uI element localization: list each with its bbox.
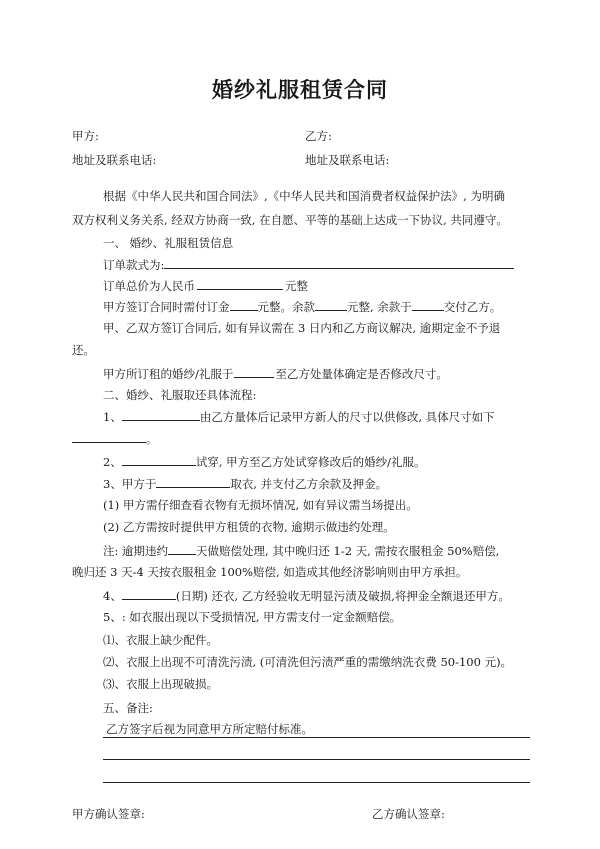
step-1-row xyxy=(103,408,495,425)
balance-label: 元整。余款 xyxy=(257,300,315,314)
step-3-row xyxy=(103,475,387,492)
deposit-row xyxy=(103,298,501,315)
remark-line-2 xyxy=(103,759,530,760)
balance-blank xyxy=(315,298,347,311)
intro-line-2: 双方权利义务关系, 经双方协商一致, 在自愿、平等的基础上达成一下协议, 共同遵守。 xyxy=(72,213,508,227)
order-style-blank xyxy=(164,256,514,269)
step-4-row xyxy=(103,587,510,604)
note-label: 注: 逾期违约 xyxy=(103,544,169,558)
party-b-signature-label: 乙方确认签章: xyxy=(372,807,445,821)
size-end: 。 xyxy=(146,432,158,446)
order-price-row xyxy=(103,277,308,294)
remark-line-1 xyxy=(103,737,530,738)
check-1: (1) 甲方需仔细查看衣物有无损坏情况, 如有异议需当场提出。 xyxy=(103,498,418,512)
step-4-number: 4、 xyxy=(103,589,122,603)
modify-date-blank xyxy=(234,365,274,378)
party-b-address-label: 地址及联系电话: xyxy=(305,153,390,167)
order-price-label: 订单总价为人民币 xyxy=(103,279,195,293)
note-row xyxy=(103,542,499,559)
remark-line-3 xyxy=(103,782,530,783)
remark-text: 乙方签字后视为同意甲方所定赔付标准。 xyxy=(106,722,313,736)
order-style-row xyxy=(103,256,514,273)
order-price-blank xyxy=(197,277,283,290)
party-b-label: 乙方: xyxy=(305,129,332,143)
step-2-number: 2、 xyxy=(103,455,122,469)
damage-1: ⑴、衣服上缺少配件。 xyxy=(103,633,218,647)
section-1-heading: 一、 婚纱、礼服租赁信息 xyxy=(103,236,234,250)
section-2-heading: 二、婚纱、礼服取还具体流程: xyxy=(103,388,257,402)
modify-label: 甲方所订租的婚纱/礼服于 xyxy=(103,367,234,381)
step-2-text: 试穿, 甲方至乙方处试穿修改后的婚纱/礼服。 xyxy=(195,455,426,469)
size-row xyxy=(72,430,158,447)
check-2: (2) 乙方需按时提供甲方租赁的衣物, 逾期示做违约处理。 xyxy=(103,520,395,534)
party-a-label: 甲方: xyxy=(72,129,99,143)
step-1-number: 1、 xyxy=(103,410,122,424)
party-a-signature-label: 甲方确认签章: xyxy=(72,807,145,821)
modify-row xyxy=(103,365,448,382)
objection-line-1: 甲、乙双方签订合同后, 如有异议需在 3 日内和乙方商议解决, 逾期定金不予退 xyxy=(103,321,501,335)
step-2-blank xyxy=(122,453,196,466)
step-3-blank xyxy=(156,475,230,488)
deposit-label: 甲方签订合同时需付订金 xyxy=(103,300,230,314)
order-price-unit: 元整 xyxy=(285,279,308,293)
modify-text: 至乙方处量体确定是否修改尺寸。 xyxy=(275,367,448,381)
step-1-blank xyxy=(122,408,200,421)
deposit-blank xyxy=(230,298,258,311)
note-line-2: 晚归还 3 天-4 天按衣服租金 100%赔偿, 如造成其他经济影响则由甲方承担。 xyxy=(72,565,468,579)
balance-date-blank xyxy=(412,298,444,311)
section-5-heading: 五、备注: xyxy=(103,701,153,715)
step-4-blank xyxy=(122,587,176,600)
step-4-text: (日期) 还衣, 乙方经验收无明显污渍及破损,将押金全额退还甲方。 xyxy=(175,589,510,603)
size-blank xyxy=(72,430,146,443)
step-3-label: 3、甲方于 xyxy=(103,477,157,491)
step-2-row xyxy=(103,453,426,470)
intro-line-1: 根据《中华人民共和国合同法》,《中华人民共和国消费者权益保护法》, 为明确 xyxy=(103,189,505,203)
objection-line-2: 还。 xyxy=(72,343,95,357)
note-text: 天做赔偿处理, 其中晚归还 1-2 天, 需按衣服租金 50%赔偿, xyxy=(196,544,500,558)
step-3-text: 取衣, 并支付乙方余款及押金。 xyxy=(230,477,388,491)
step-5: 5、: 如衣服出现以下受损情况, 甲方需支付一定金额赔偿。 xyxy=(103,610,402,624)
balance-date-label: 元整, 余款于 xyxy=(347,300,412,314)
deliver-label: 交付乙方。 xyxy=(443,300,502,314)
page-title: 婚纱礼服租赁合同 xyxy=(212,77,388,102)
step-1-text: 由乙方量体后记录甲方新人的尺寸以供修改, 具体尺寸如下 xyxy=(199,410,495,424)
damage-3: ⑶、衣服上出现破损。 xyxy=(103,677,218,691)
order-style-label: 订单款式为: xyxy=(103,258,165,272)
damage-2: ⑵、衣服上出现不可清洗污渍, (可清洗但污渍严重的需缴纳洗衣费 50-100 元)。 xyxy=(103,655,513,669)
party-a-address-label: 地址及联系电话: xyxy=(72,153,157,167)
note-days-blank xyxy=(168,542,196,555)
